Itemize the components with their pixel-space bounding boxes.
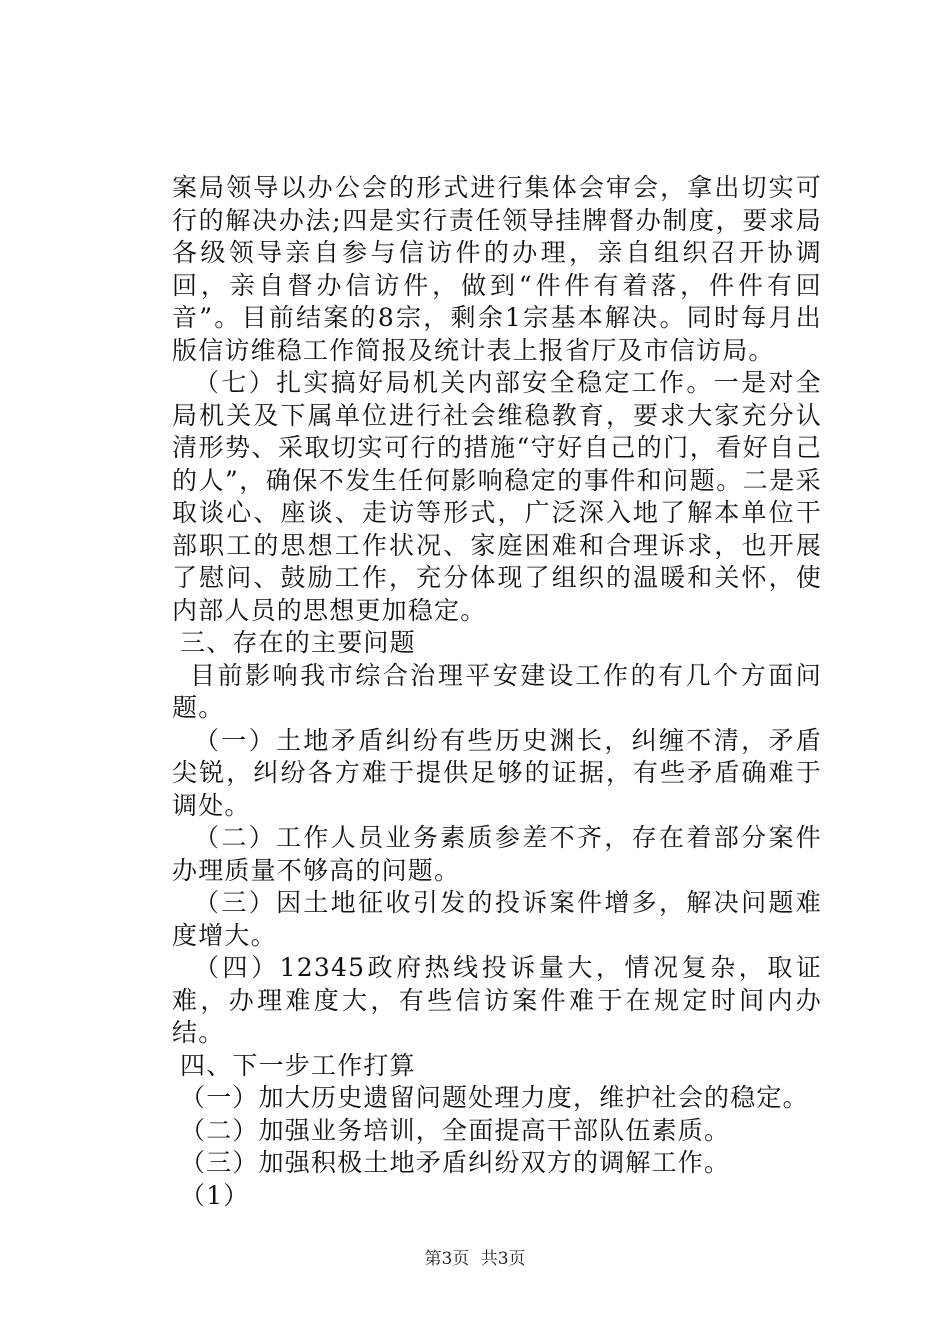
paragraph-plan-three: （三）加强积极土地矛盾纠纷双方的调解工作。 [180,1148,731,1177]
heading-main-problems: 三、存在的主要问题 [180,628,416,657]
paragraph-plan-one: （一）加大历史遗留问题处理力度，维护社会的稳定。 [180,1083,809,1112]
paragraph-problems-intro: 目前影响我市综合治理平安建设工作的有几个方面问题。 [172,660,822,722]
paragraph-problem-four: （四）12345政府热线投诉量大，情况复杂，取证难，办理难度大，有些信访案件难于在规定时间内办结。 [172,953,822,1047]
paragraph-problem-two: （二）工作人员业务素质参差不齐，存在着部分案件办理质量不够高的问题。 [172,823,822,885]
paragraph-plan-item-1: （1） [180,1180,250,1210]
page-number: 第3页 [424,1249,470,1269]
paragraph-continuation: 案局领导以办公会的形式进行集体会审会，拿出切实可行的解决办法;四是实行责任领导挂牌督办制度，要求局各级领导亲自参与信访件的办理，亲自组织召开协调回，亲自督办信访件，做到“件件有着落，件件有回音”。目前结案的8宗，剩余1宗基本解决。同时每月出版信访维稳工作简报及统计表上报省厅及市信访局。 [172,173,822,365]
paragraph-problem-one: （一）土地矛盾纠纷有些历史渊长，纠缠不清，矛盾尖锐，纠纷各方难于提供足够的证据，有些矛盾确难于调处。 [172,725,822,820]
document-body [172,172,822,1212]
paragraph-section-seven: （七）扎实搞好局机关内部安全稳定工作。一是对全局机关及下属单位进行社会维稳教育，要求大家充分认清形势、采取切实可行的措施“守好自己的门，看好自己的人”，确保不发生任何影响稳定的事件和问题。二是采取谈心、座谈、走访等形式，广泛深入地了解本单位干部职工的思想工作状况、家庭困难和合理诉求，也开展了慰问、鼓励工作，充分体现了组织的温暖和关怀，使内部人员的思想更加稳定。 [172,368,822,625]
heading-next-steps: 四、下一步工作打算 [180,1050,416,1080]
page-total: 共3页 [480,1249,526,1269]
paragraph-problem-three: （三）因土地征收引发的投诉案件增多，解决问题难度增大。 [172,888,822,950]
page-footer [0,1244,950,1269]
paragraph-plan-two: （二）加强业务培训，全面提高干部队伍素质。 [180,1115,731,1145]
